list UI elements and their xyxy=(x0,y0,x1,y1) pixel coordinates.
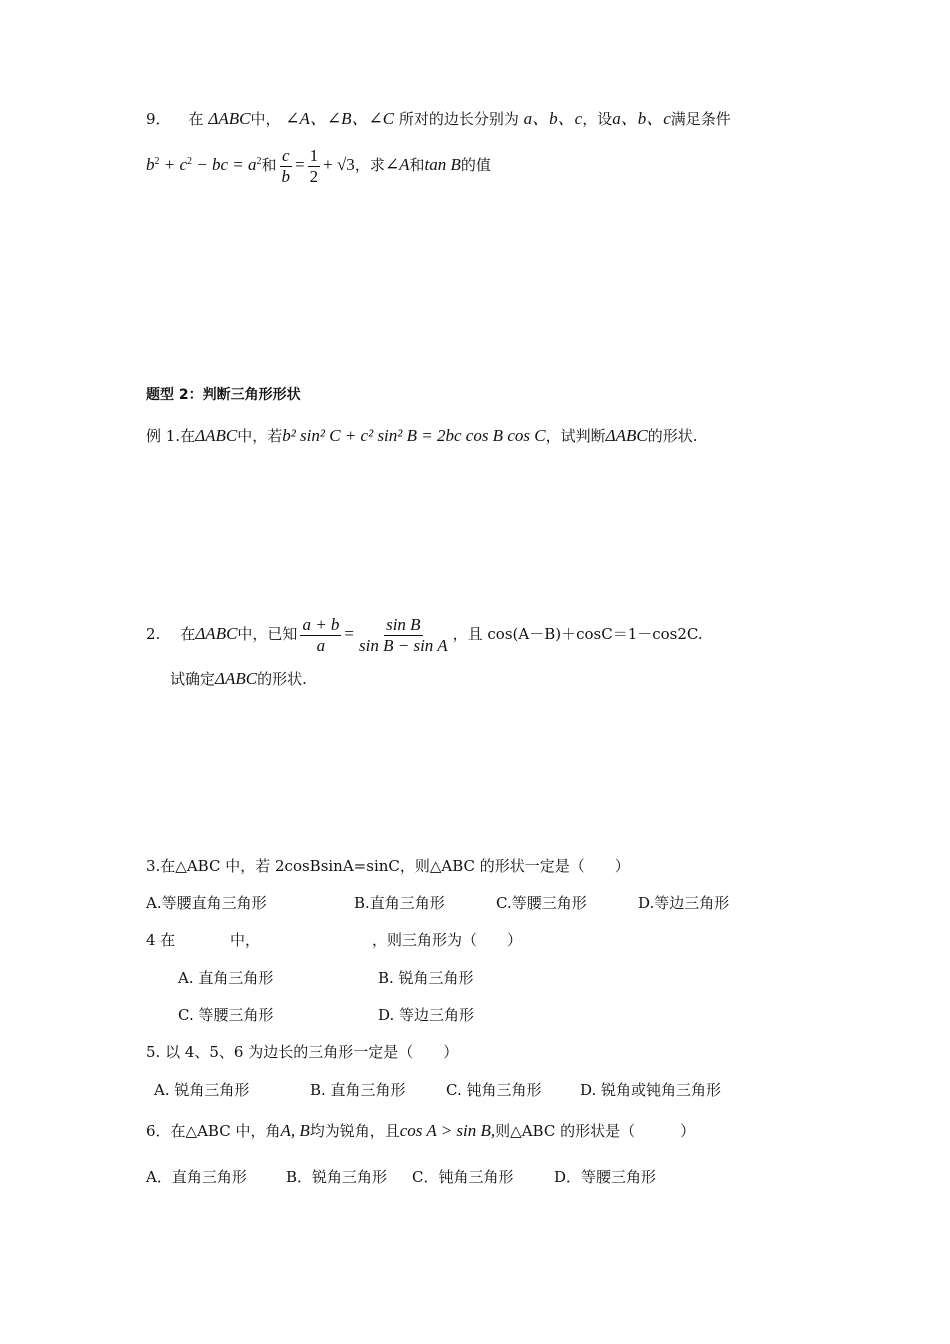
q9-sqrt3: + √3 xyxy=(323,155,355,174)
q9-text: ，设 xyxy=(582,110,613,128)
q6-option-d: D．等腰三角形 xyxy=(554,1168,657,1186)
q9-equation: $b^2 + c^2$ − bc = $a^2$ xyxy=(146,155,262,174)
section-title: 题型 2：判断三角形形状 xyxy=(146,387,301,403)
q4-option-a: A. 直角三角形 xyxy=(178,969,274,987)
q5-option-b: B. 直角三角形 xyxy=(310,1081,406,1099)
q9-fraction-half: $\frac{1}{2}$ xyxy=(309,145,319,186)
q9-triangle: ΔABC xyxy=(208,109,251,128)
q5-option-a: A. 锐角三角形 xyxy=(154,1081,250,1099)
q9-equals: = xyxy=(295,155,305,174)
q4-option-c: C. 等腰三角形 xyxy=(178,1006,274,1024)
q9-line2 xyxy=(146,140,491,187)
ex2-text: 的形状. xyxy=(257,670,307,688)
q4-option-b: B. 锐角三角形 xyxy=(378,969,474,987)
q6-stem xyxy=(146,1120,695,1142)
q5-stem: 5. 以 4、5、6 为边长的三角形一定是（ ） xyxy=(146,1043,459,1061)
q3-option-a: A.等腰直角三角形 xyxy=(146,894,267,912)
ex2-number: 2. xyxy=(146,625,161,643)
q9-text: 所对的边长分别为 xyxy=(398,110,519,128)
ex2-fraction-1: $\frac{a + b}{a}$ xyxy=(302,614,340,655)
ex1-text: 例 1.在 xyxy=(146,427,196,445)
ex2-line1 xyxy=(146,612,703,656)
q4-part-1: 4 在 xyxy=(146,931,176,949)
q6-option-a: A．直角三角形 xyxy=(146,1168,247,1186)
q4-option-d: D. 等边三角形 xyxy=(378,1006,475,1024)
q6-option-b: B．锐角三角形 xyxy=(286,1168,388,1186)
ex1-text: ，试判断 xyxy=(545,427,606,445)
q9-sides: a、b、c xyxy=(523,109,583,128)
ex1-triangle: ΔABC xyxy=(195,426,238,445)
q5-option-c: C. 钝角三角形 xyxy=(446,1081,542,1099)
q6-condition: cos A > sin B, xyxy=(399,1121,496,1140)
q9-text: 的值 xyxy=(460,156,491,174)
q3-stem: 3.在△ABC 中，若 2cosBsinA=sinC，则△ABC 的形状一定是（ ） xyxy=(146,857,630,875)
ex1-line xyxy=(146,425,697,447)
ex2-line2 xyxy=(170,668,307,690)
q6-angles: A, B xyxy=(280,1121,310,1140)
ex1-formula: b² sin² C + c² sin² B = 2bc cos B cos C xyxy=(282,426,546,445)
q6-text: 6．在△ABC 中，角 xyxy=(146,1122,281,1140)
q3-option-c: C.等腰三角形 xyxy=(496,894,587,912)
q9-tan-b: tan B xyxy=(424,155,461,174)
q9-text: 满足条件 xyxy=(670,110,731,128)
q9-text: 中， xyxy=(250,110,281,128)
q9-sides: a、b、c xyxy=(612,109,671,128)
q9-fraction-cb: $\frac{c}{b}$ xyxy=(281,145,291,186)
ex2-triangle-2: ΔABC xyxy=(215,669,258,688)
q9-text: 和 xyxy=(409,156,425,174)
ex2-equals: = xyxy=(344,624,355,643)
q9-text: 和 xyxy=(261,156,277,174)
q9-text: ，求 xyxy=(354,156,385,174)
q9-text: 在 xyxy=(188,110,204,128)
ex2-text: 试确定 xyxy=(170,670,216,688)
q4-part-3: ，则三角形为（ ） xyxy=(372,931,523,949)
q6-text: 均为锐角，且 xyxy=(309,1122,400,1140)
ex2-text: ，且 cos(A－B)＋cosC＝1－cos2C. xyxy=(452,625,703,643)
q6-text: 则△ABC 的形状是（ ） xyxy=(495,1122,696,1140)
q3-option-d: D.等边三角形 xyxy=(638,894,730,912)
ex2-text: 在 xyxy=(180,625,196,643)
q9-number: 9． xyxy=(146,110,171,128)
q6-option-c: C．钝角三角形 xyxy=(412,1168,514,1186)
ex2-triangle: ΔABC xyxy=(195,624,238,643)
ex1-text: 的形状. xyxy=(647,427,698,445)
ex2-text: 中，已知 xyxy=(237,625,298,643)
q9-angle-a: ∠A xyxy=(384,155,410,174)
ex1-triangle-2: ΔABC xyxy=(605,426,648,445)
q3-option-b: B.直角三角形 xyxy=(354,894,445,912)
q4-part-2: 中， xyxy=(230,931,261,949)
q5-option-d: D. 锐角或钝角三角形 xyxy=(580,1081,722,1099)
q9-angles: ∠A、∠B、∠C xyxy=(285,109,395,128)
ex2-fraction-2: $\frac{\text{sin B}}{\text{sin B − sin A}}$ xyxy=(359,614,448,655)
ex1-text: 中，若 xyxy=(237,427,283,445)
q9-line1 xyxy=(146,108,731,130)
